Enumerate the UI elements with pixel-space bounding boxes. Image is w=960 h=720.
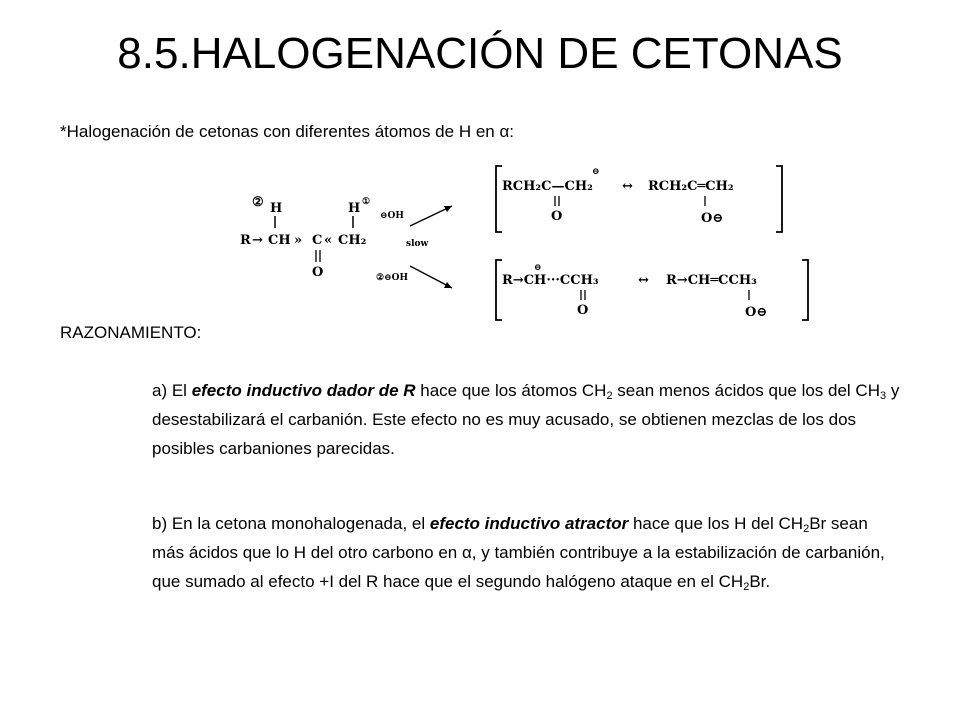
paragraph-a-emphasis: efecto inductivo dador de R (191, 381, 416, 400)
ch2-group: CH₂ (338, 233, 367, 248)
reaction-scheme-drawing (230, 160, 810, 328)
h-right: H (348, 201, 361, 216)
paragraph-a-text: hace que los átomos CH (415, 381, 607, 400)
top-right-formula: RCH₂C═CH₂ (648, 179, 734, 194)
reasoning-section (60, 318, 900, 596)
paragraph-b-emphasis: efecto inductivo atractor (429, 514, 629, 533)
marker-2: ② (252, 195, 264, 210)
paragraph-b (60, 509, 900, 596)
hydroxide-top: ⊖OH (380, 211, 404, 221)
subscript: 3 (880, 390, 887, 402)
paragraph-b-text: Br sean más ácidos que lo H del otro carbono en α, y también contribuye a la estabilización de carbanión, que sumado al efecto +I del R hace que el segundo halógeno ataque en el CH (152, 514, 885, 591)
bracket-left (496, 260, 502, 320)
slide-subtitle: *Halogenación de cetonas con diferentes átomos de H en α: (60, 122, 515, 141)
subscript: 2 (606, 390, 613, 402)
top-right-oxide: O⊖ (701, 211, 724, 226)
paragraph-b-end: Br. (749, 572, 771, 591)
subscript: 2 (743, 581, 750, 593)
spacer (60, 463, 900, 509)
carbanion-minus: ⊖ (534, 263, 542, 273)
reaction-scheme (230, 160, 810, 328)
bottom-left-formula: R→CH···CCH₃ (502, 273, 599, 288)
bond-arrow: » (294, 233, 303, 248)
bottom-left-oxygen: O (577, 303, 589, 318)
bottom-right-oxide: O⊖ (745, 305, 768, 320)
paragraph-a-text: sean menos ácidos que los del CH (612, 381, 880, 400)
bracket-right (802, 260, 808, 320)
spacer (60, 347, 900, 376)
resonance-arrow-top: ↔ (622, 179, 633, 194)
bond-arrow: « (324, 233, 333, 248)
marker-1: ① (362, 197, 371, 207)
top-left-formula: RCH₂C—CH₂ (502, 179, 593, 194)
bottom-right-formula: R→CH═CCH₃ (666, 273, 757, 288)
slow-label: slow (406, 239, 429, 249)
bracket-right (776, 166, 782, 232)
paragraph-a (60, 376, 900, 463)
bond-arrow: → (252, 233, 263, 248)
carbonyl-o: O (312, 265, 324, 280)
paragraph-a-start: a) El (152, 381, 192, 400)
paragraph-a-end: y desestabilizará el carbanión. Este efecto no es muy acusado, se obtienen mezclas de los dos posibles carbaniones parecidas. (152, 381, 900, 458)
top-left-oxygen: O (551, 209, 563, 224)
slide-title: 8.5.HALOGENACIÓN DE CETONAS (117, 29, 843, 78)
ch-group: CH (268, 233, 291, 248)
r-group: R (240, 233, 251, 248)
h-left: H (270, 201, 283, 216)
paragraph-b-text: hace que los H del CH (628, 514, 804, 533)
bracket-left (496, 166, 502, 232)
carbanion-minus: ⊖ (592, 167, 600, 177)
resonance-arrow-bottom: ↔ (638, 273, 649, 288)
carbonyl-c: C (312, 233, 323, 248)
subscript: 2 (803, 523, 810, 535)
paragraph-b-start: b) En la cetona monohalogenada, el (152, 514, 430, 533)
hydroxide-bottom: ②⊖OH (376, 273, 408, 283)
razonamiento-label: RAZONAMIENTO: (60, 323, 202, 342)
